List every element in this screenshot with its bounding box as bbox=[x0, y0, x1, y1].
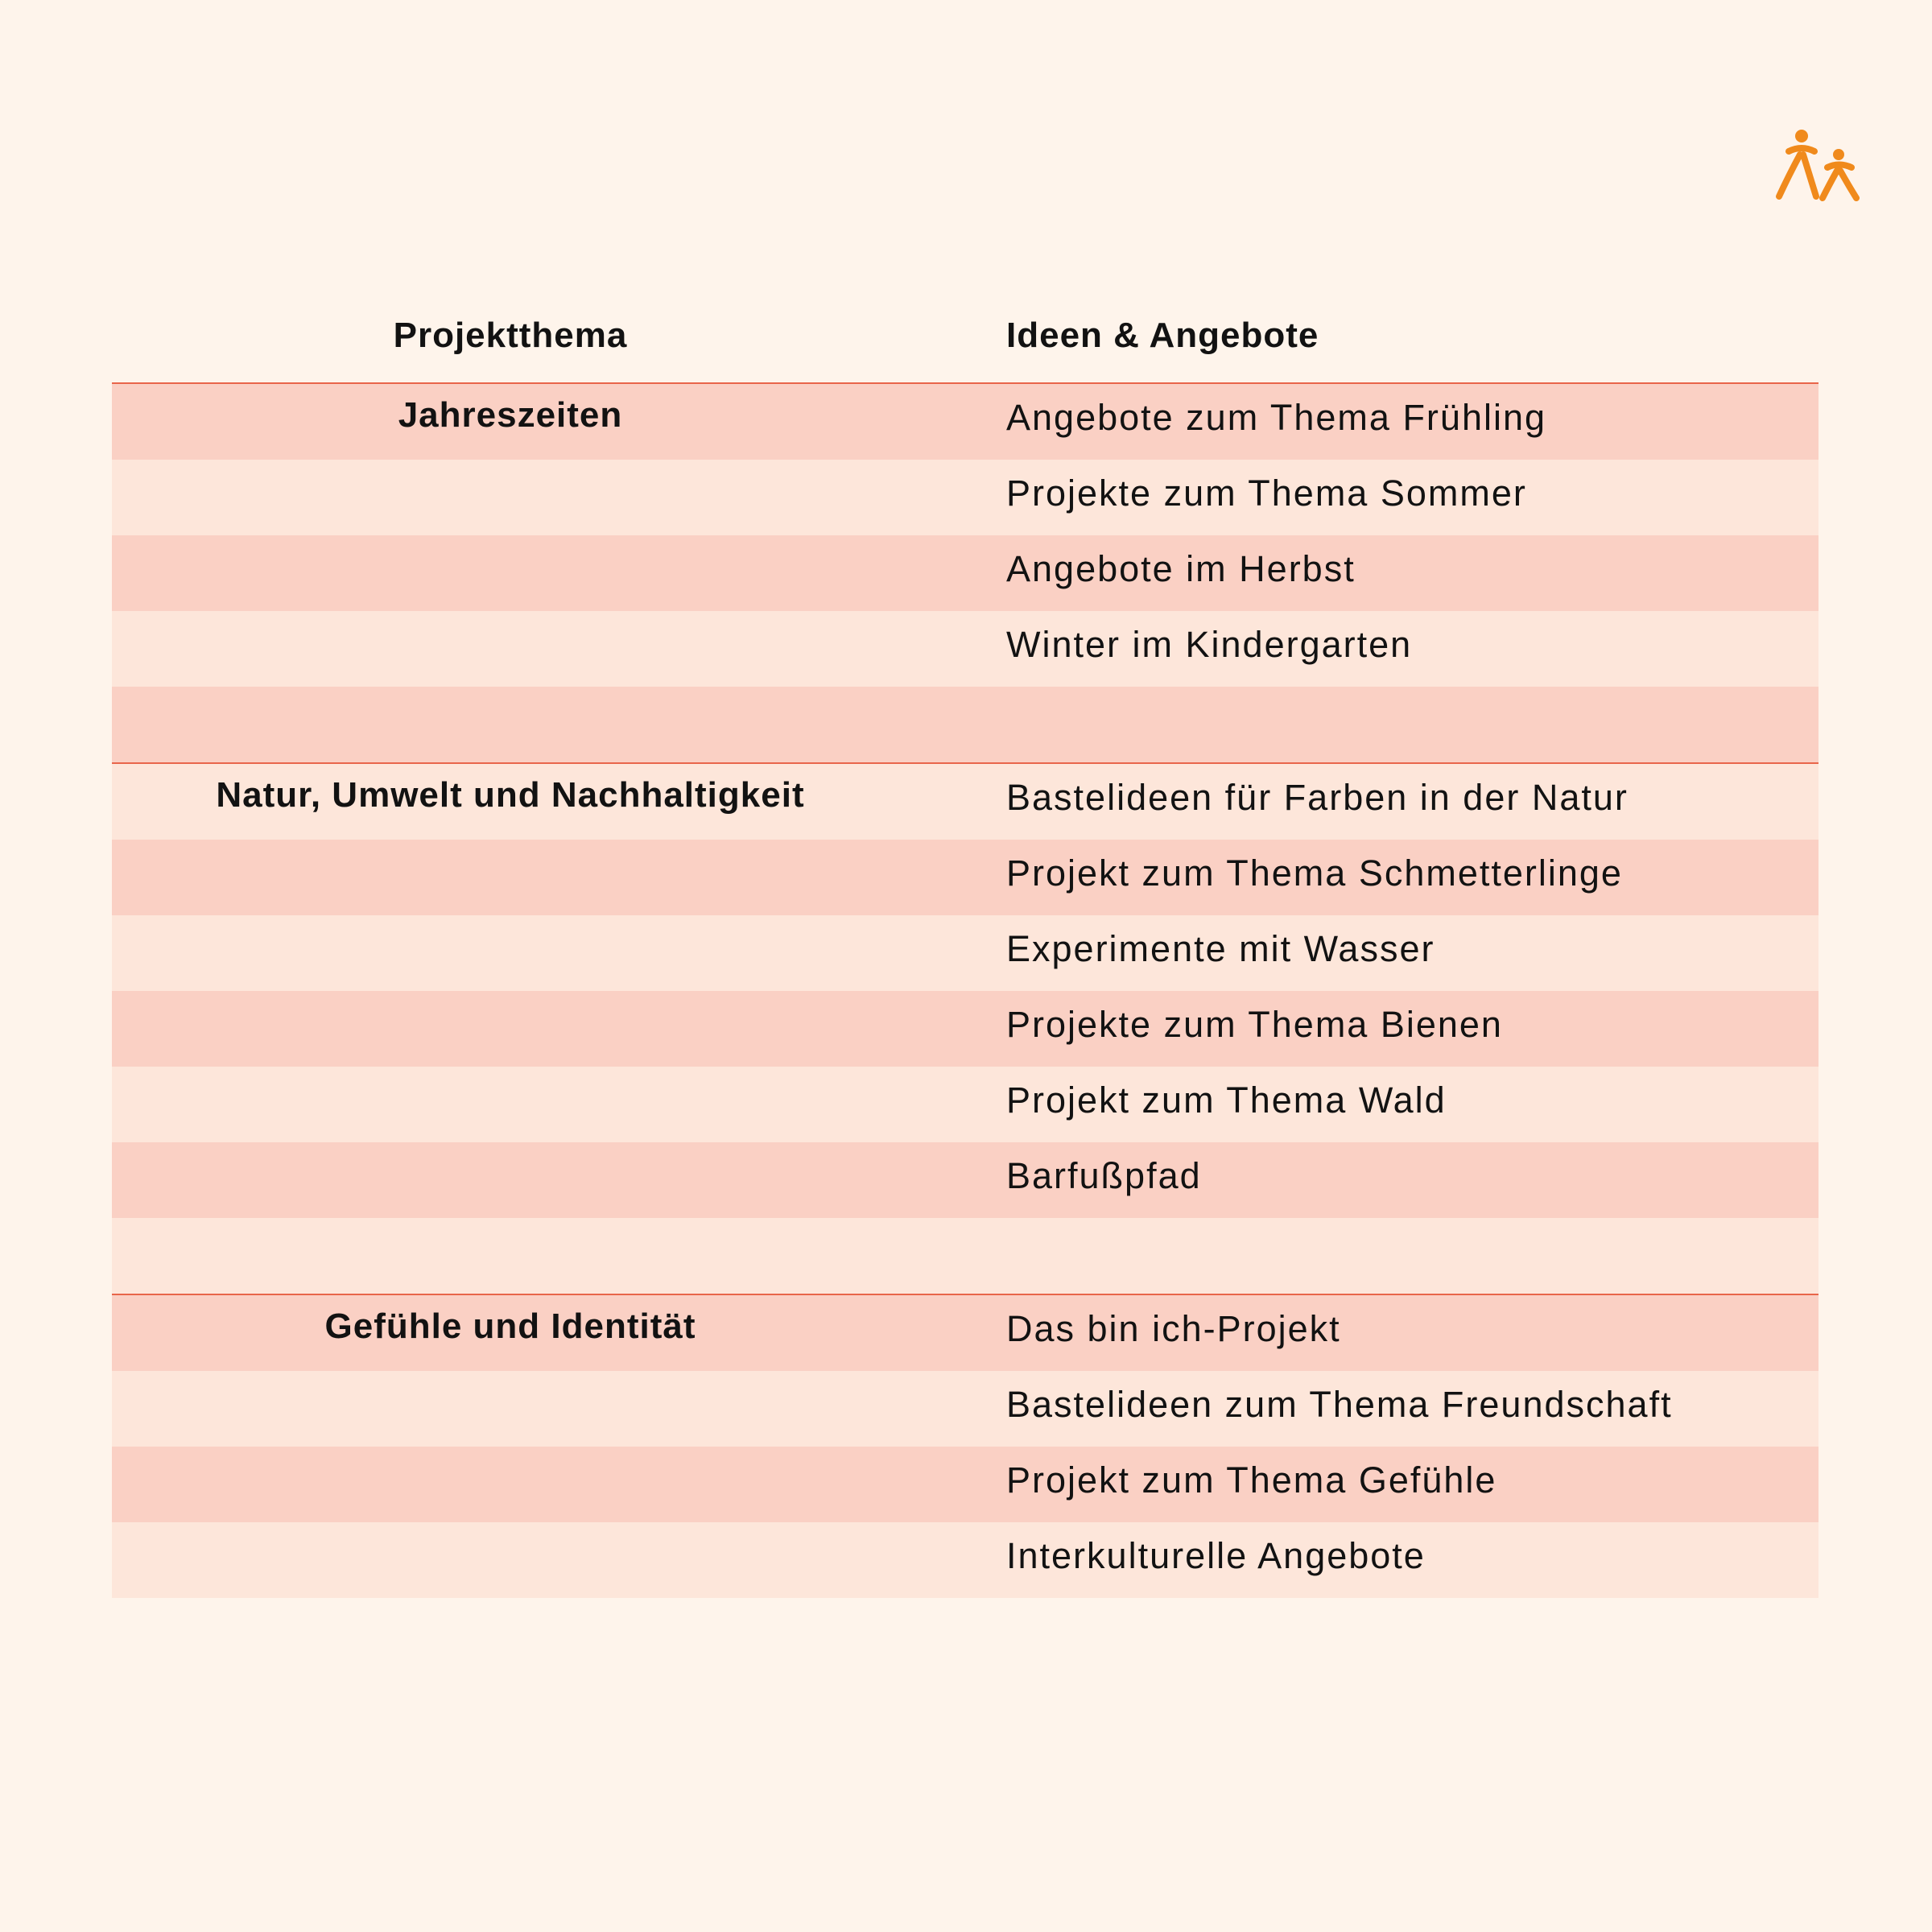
topic-label: Jahreszeiten bbox=[398, 395, 623, 435]
table-row bbox=[112, 991, 1818, 1067]
idea-item: Das bin ich-Projekt bbox=[1006, 1308, 1341, 1349]
topics-table bbox=[112, 282, 1818, 1598]
idea-item: Bastelideen für Farben in der Natur bbox=[1006, 777, 1629, 818]
idea-item: Interkulturelle Angebote bbox=[1006, 1535, 1426, 1576]
idea-item: Winter im Kindergarten bbox=[1006, 624, 1413, 665]
idea-item: Projekt zum Thema Schmetterlinge bbox=[1006, 852, 1623, 894]
table-row bbox=[112, 1067, 1818, 1142]
table-row bbox=[112, 384, 1818, 460]
topic-label: Gefühle und Identität bbox=[324, 1307, 696, 1346]
header-ideas: Ideen & Angebote bbox=[1006, 316, 1319, 355]
idea-item: Angebote im Herbst bbox=[1006, 548, 1356, 589]
table-row bbox=[112, 1142, 1818, 1218]
idea-item: Angebote zum Thema Frühling bbox=[1006, 397, 1547, 438]
table-row bbox=[112, 1295, 1818, 1371]
topic-group bbox=[112, 1294, 1818, 1598]
idea-item: Projekt zum Thema Wald bbox=[1006, 1080, 1447, 1121]
table-header bbox=[112, 282, 1818, 382]
table-row bbox=[112, 1447, 1818, 1522]
table-row bbox=[112, 460, 1818, 535]
topic-group bbox=[112, 382, 1818, 762]
idea-item: Experimente mit Wasser bbox=[1006, 928, 1435, 969]
table-row bbox=[112, 915, 1818, 991]
idea-item: Bastelideen zum Thema Freundschaft bbox=[1006, 1384, 1673, 1425]
table-row bbox=[112, 764, 1818, 840]
table-row bbox=[112, 611, 1818, 687]
table-row bbox=[112, 535, 1818, 611]
two-children-icon bbox=[1771, 127, 1861, 204]
table-body bbox=[112, 382, 1818, 1598]
table-row bbox=[112, 1522, 1818, 1598]
topic-group bbox=[112, 762, 1818, 1294]
idea-item: Projekte zum Thema Sommer bbox=[1006, 473, 1527, 514]
idea-item: Barfußpfad bbox=[1006, 1155, 1202, 1196]
table-row bbox=[112, 1218, 1818, 1294]
topic-label: Natur, Umwelt und Nachhaltigkeit bbox=[216, 775, 805, 815]
table-row bbox=[112, 687, 1818, 762]
header-topic: Projektthema bbox=[393, 316, 628, 355]
table-row bbox=[112, 840, 1818, 915]
idea-item: Projekt zum Thema Gefühle bbox=[1006, 1459, 1497, 1501]
idea-item: Projekte zum Thema Bienen bbox=[1006, 1004, 1503, 1045]
table-row bbox=[112, 1371, 1818, 1447]
